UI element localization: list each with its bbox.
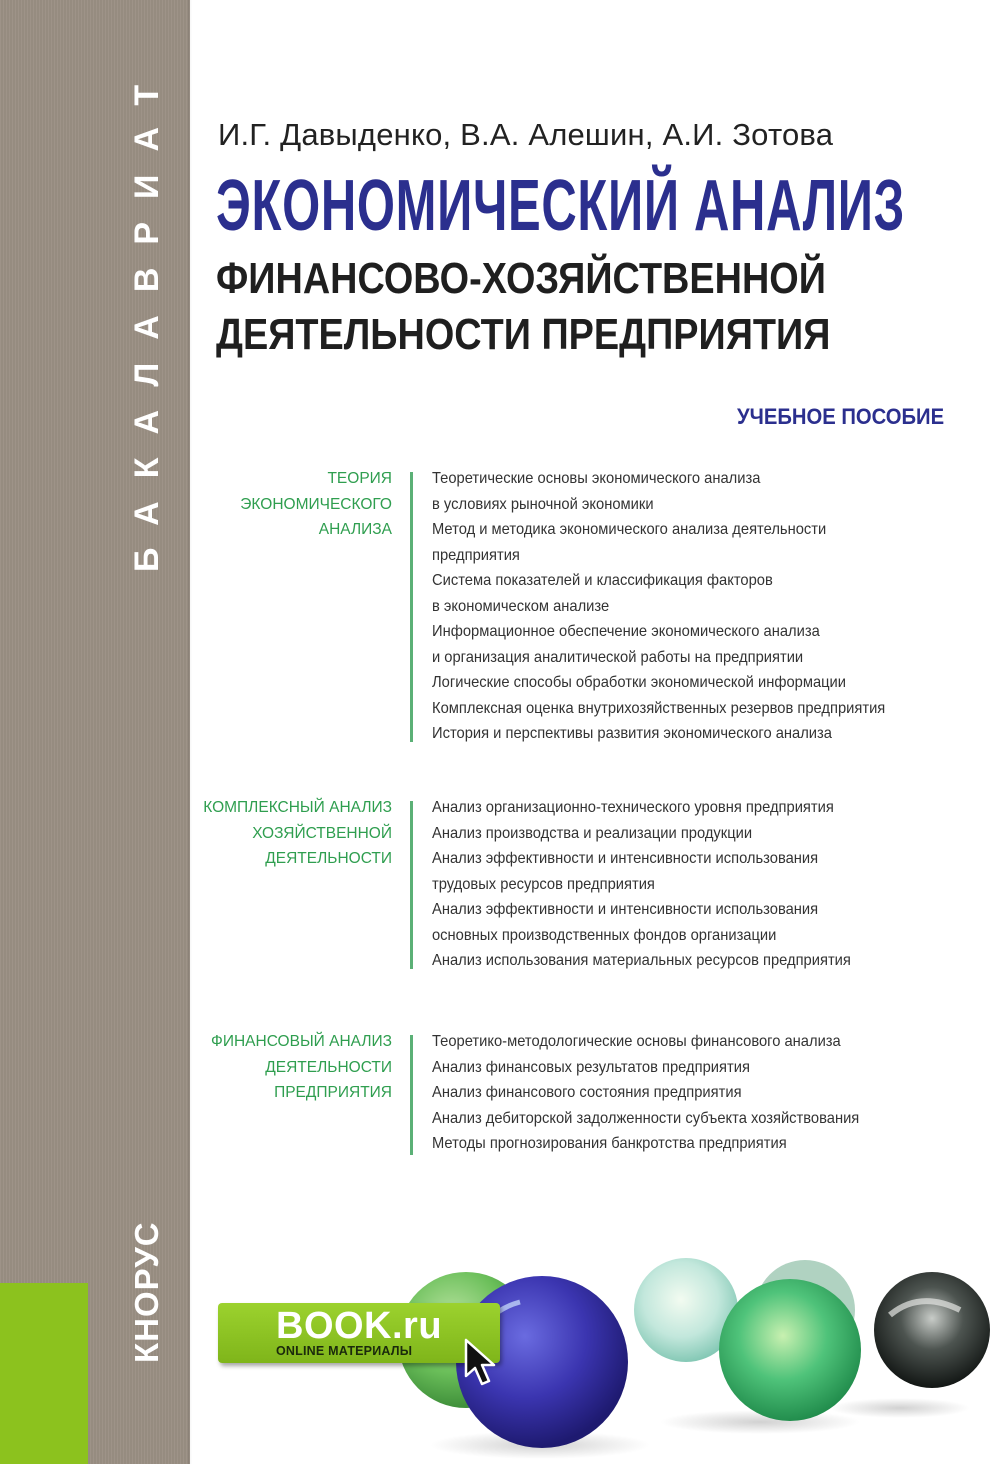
bookru-online-materials-button[interactable] [218, 1303, 500, 1363]
list-item: История и перспективы развития экономического анализа [432, 725, 832, 742]
list-item: трудовых ресурсов предприятия [432, 875, 655, 893]
section-label: КОМПЛЕКСНЫЙ АНАЛИЗ ХОЗЯЙСТВЕННОЙ ДЕЯТЕЛЬНОСТИ [203, 799, 392, 867]
section-items [432, 1029, 896, 1157]
list-item: основных производственных фондов организации [432, 926, 777, 944]
list-item: Анализ финансовых результатов предприятия [432, 1058, 750, 1076]
section-items [432, 795, 887, 974]
list-item: Система показателей и классификация факторов [432, 572, 773, 589]
list-item: Анализ дебиторской задолженности субъекта хозяйствования [432, 1109, 860, 1127]
list-item: в экономическом анализе [432, 597, 610, 615]
bookru-subtitle: ONLINE МАТЕРИАЛЫ [276, 1344, 413, 1358]
section-label: ТЕОРИЯ ЭКОНОМИЧЕСКОГО АНАЛИЗА [240, 470, 392, 538]
section-divider [410, 472, 413, 742]
list-item: Теоретико-методологические основы финансового анализа [432, 1033, 841, 1050]
section-divider [410, 1035, 413, 1155]
list-item: Методы прогнозирования банкротства предприятия [432, 1135, 787, 1152]
list-item: и организация аналитической работы на предприятии [432, 648, 804, 666]
list-item: Метод и методика экономического анализа деятельности [432, 521, 827, 538]
list-item: Комплексная оценка внутрихозяйственных резервов предприятия [432, 699, 886, 717]
list-item: Анализ эффективности и интенсивности использования [432, 850, 819, 867]
cursor-arrow-icon [462, 1338, 502, 1388]
title-line-1: ЭКОНОМИЧЕСКИЙ АНАЛИЗ [216, 166, 905, 246]
title-line-3: ДЕЯТЕЛЬНОСТИ ПРЕДПРИЯТИЯ [216, 310, 831, 359]
list-item: Теоретические основы экономического анализа [432, 470, 761, 487]
publisher-label: КНОРУС [128, 1221, 165, 1363]
list-item: Анализ эффективности и интенсивности использования [432, 901, 819, 918]
spine-shadow [188, 0, 192, 1464]
list-item: Информационное обеспечение экономического анализа [432, 623, 820, 640]
section-divider [410, 801, 413, 969]
bookru-logo-text: BOOK.ru [276, 1305, 443, 1347]
section-label: ФИНАНСОВЫЙ АНАЛИЗ ДЕЯТЕЛЬНОСТИ ПРЕДПРИЯТИЯ [211, 1033, 392, 1101]
section-theory [200, 466, 980, 746]
list-item: предприятия [432, 546, 520, 564]
list-item: Анализ производства и реализации продукции [432, 824, 753, 842]
list-item: Анализ финансового состояния предприятия [432, 1084, 742, 1101]
section-items [432, 466, 925, 747]
list-item: Анализ использования материальных ресурсов предприятия [432, 952, 851, 969]
title-line-2: ФИНАНСОВО-ХОЗЯЙСТВЕННОЙ [216, 254, 826, 303]
list-item: Логические способы обработки экономической информации [432, 674, 846, 691]
subtitle: УЧЕБНОЕ ПОСОБИЕ [736, 404, 944, 429]
publisher-green-block [0, 1283, 88, 1464]
series-label: БАКАЛАВРИАТ [128, 61, 166, 572]
section-financial-analysis [200, 1029, 980, 1159]
list-item: Анализ организационно-технического уровня предприятия [432, 799, 834, 816]
list-item: в условиях рыночной экономики [432, 495, 654, 513]
authors: И.Г. Давыденко, В.А. Алешин, А.И. Зотова [218, 117, 834, 152]
section-complex-analysis [200, 795, 980, 975]
